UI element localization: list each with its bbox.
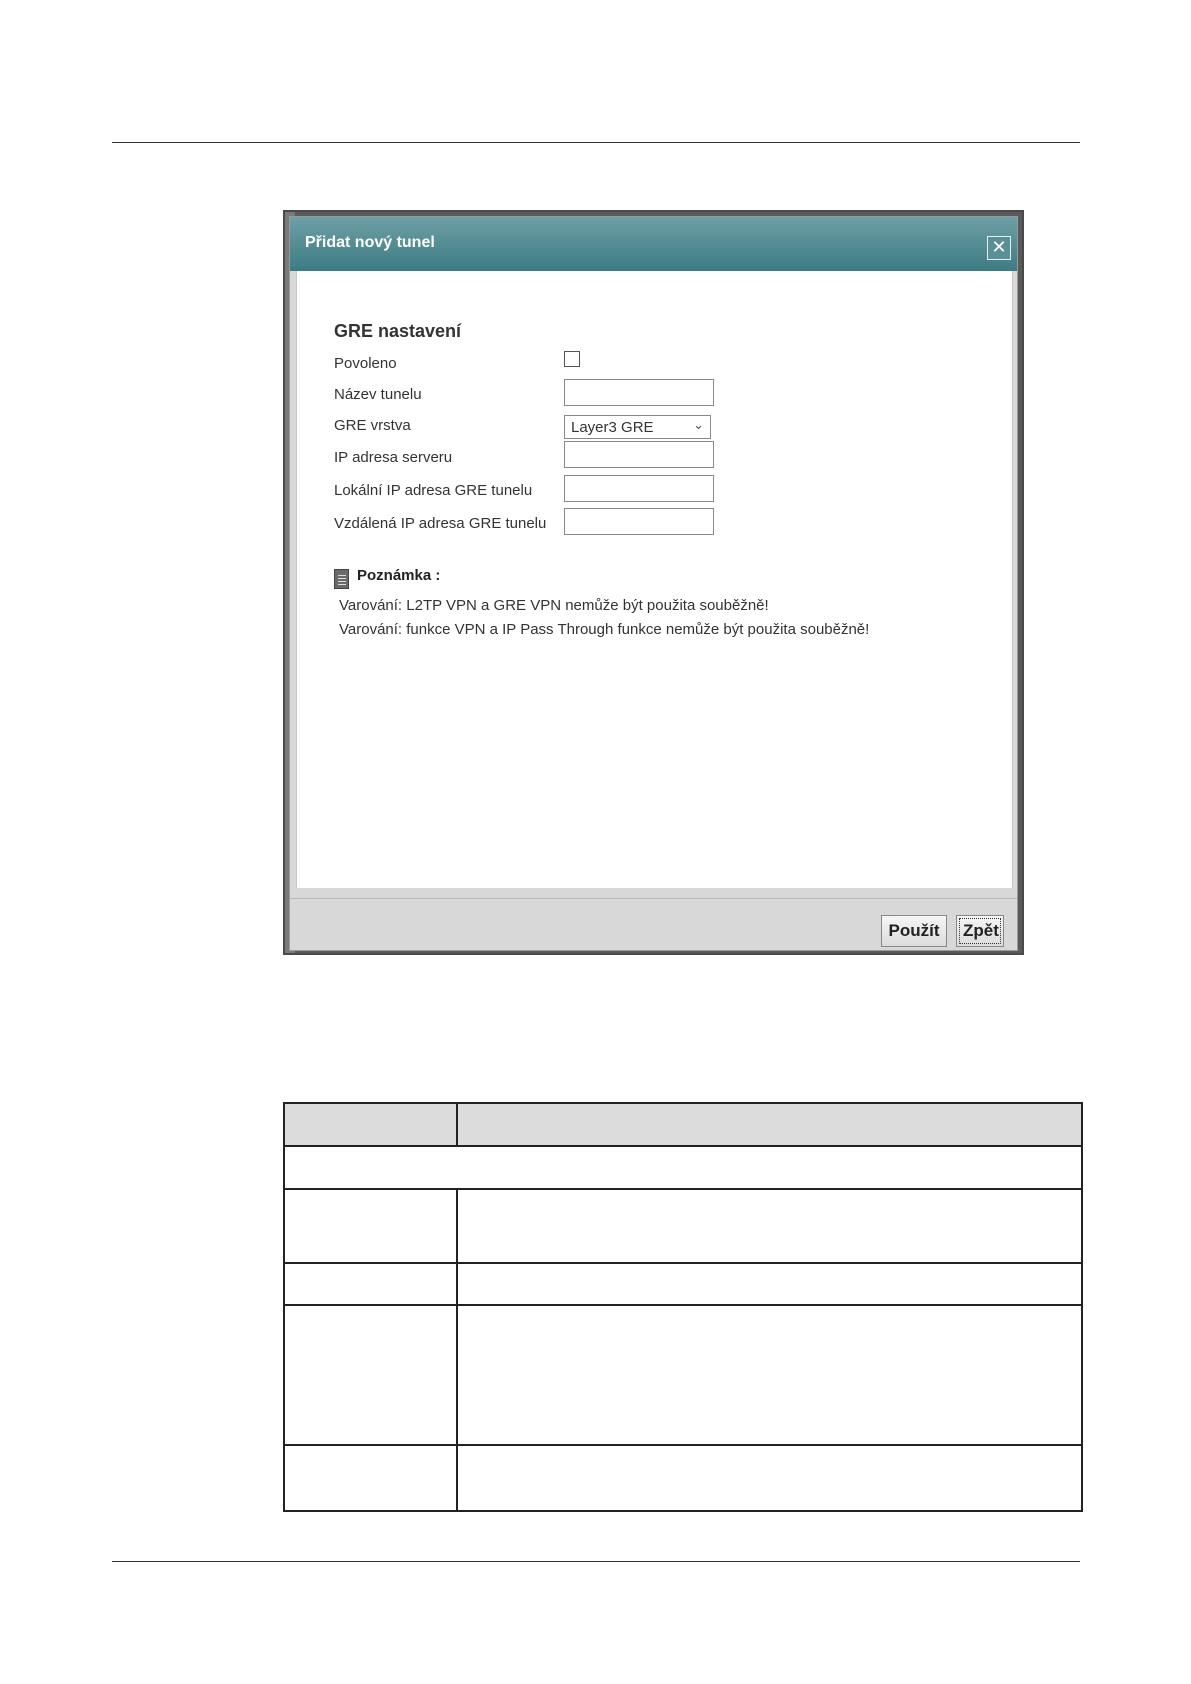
- tunnel-name-label: Název tunelu: [334, 386, 422, 403]
- local-ip-label: Lokální IP adresa GRE tunelu: [334, 482, 533, 499]
- remote-ip-input[interactable]: [564, 508, 714, 535]
- table-cell: [284, 1445, 457, 1511]
- section-title: GRE nastavení: [334, 321, 462, 341]
- note-title: Poznámka :: [357, 567, 441, 584]
- table-row: [284, 1305, 1082, 1445]
- enabled-label: Povoleno: [334, 355, 397, 372]
- table-header-row: [284, 1103, 1082, 1146]
- dialog-screenshot: [283, 210, 1024, 955]
- table-row: [284, 1445, 1082, 1511]
- chevron-down-icon: ⌄: [693, 417, 704, 432]
- dialog-title: Přidat nový tunel: [305, 234, 435, 251]
- table-header-cell: [284, 1103, 457, 1146]
- table-cell: [457, 1189, 1082, 1263]
- add-tunnel-dialog: [289, 216, 1018, 951]
- server-ip-input[interactable]: [564, 441, 714, 468]
- close-icon[interactable]: ✕: [987, 236, 1011, 260]
- back-button[interactable]: Zpět: [956, 915, 1004, 947]
- server-ip-label: IP adresa serveru: [334, 449, 453, 466]
- remote-ip-label: Vzdálená IP adresa GRE tunelu: [334, 515, 547, 532]
- warning-text: Varování: L2TP VPN a GRE VPN nemůže být použita souběžně!: [339, 597, 769, 614]
- gre-layer-label: GRE vrstva: [334, 417, 411, 434]
- footer-divider: [290, 898, 1017, 899]
- description-table: [283, 1102, 1083, 1512]
- table-cell: [457, 1445, 1082, 1511]
- warning-text: Varování: funkce VPN a IP Pass Through funkce nemůže být použita souběžně!: [339, 621, 870, 638]
- table-row: [284, 1146, 1082, 1189]
- table-section-cell: [284, 1146, 1082, 1189]
- note-icon: [334, 569, 349, 589]
- enabled-checkbox[interactable]: [564, 351, 580, 367]
- table-row: [284, 1263, 1082, 1305]
- apply-button[interactable]: Použít: [881, 915, 947, 947]
- table-cell: [284, 1263, 457, 1305]
- table-row: [284, 1189, 1082, 1263]
- dialog-content: [296, 271, 1013, 888]
- table-cell: [457, 1263, 1082, 1305]
- table-cell: [284, 1305, 457, 1445]
- dialog-titlebar: [290, 217, 1017, 271]
- page-footer-rule: [112, 1561, 1080, 1562]
- gre-layer-value: Layer3 GRE: [571, 419, 654, 436]
- table-cell: [457, 1305, 1082, 1445]
- table-header-cell: [457, 1103, 1082, 1146]
- gre-layer-select[interactable]: [564, 415, 711, 439]
- table-cell: [284, 1189, 457, 1263]
- local-ip-input[interactable]: [564, 475, 714, 502]
- tunnel-name-input[interactable]: [564, 379, 714, 406]
- page-header-rule: [112, 142, 1080, 143]
